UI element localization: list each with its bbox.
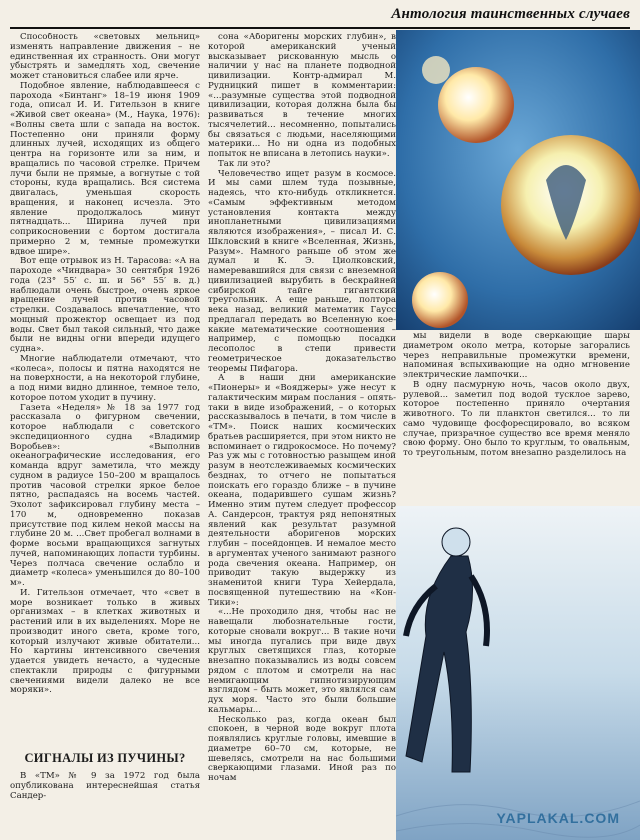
text-column-left-bottom <box>10 772 200 830</box>
glowing-sphere <box>422 56 450 84</box>
watermark: YAPLAKAL.COM <box>496 810 620 826</box>
glowing-sphere <box>438 67 514 143</box>
section-subheading: СИГНАЛЫ ИЗ ПУЧИНЫ? <box>24 751 186 765</box>
paragraph: И. Гительзон отмечает, что «свет в море возникает только в живых организмах – в клетках животных и растений или в их выделениях. Море не производит иного света, кроме того, который излучают живые обитатели... Но картины интенсивного свечения удается увидеть нечасто, а чудесные спектакли природы с фигурными свечениями видели далеко не все моряки». <box>10 587 200 696</box>
paragraph: Вот еще отрывок из Н. Тарасова: «А на пароходе «Чиндвара» 30 сентября 1926 года (23° 55′ с. ш. и 56° 55′ в. д.) наблюдали очень быстрое, очень яркое вращение лучей против часовой стрелки. Создавалось впечатление, что мощный прожектор освещает из под воды. Свет был такой сильный, что даже были не видны огни впереди идущего судна». <box>10 256 200 354</box>
paragraph: Человечество ищет разум в космосе. И мы сами шлем туда позывные, надеясь, что кто-нибудь откликнется. «Самым эффективным методом установления контакта между инопланетными цивилизациями являются изображения», – писал И. С. Шкловский в книге «Вселенная, Жизнь, Разум». Намного раньше об этом же думал и К. Э. Циолковский, намеревавшийся для связи с внеземной цивилизацией вырубить в бескрайней сибирской тайге гигантский треугольник. А еще раньше, полтора века назад, великий математик Гаусс предлагал передать во Вселенную кое-какие математические соотношения – например, с помощью посадки лесополос в степи привести геометрическое доказательство теоремы Пифагора. <box>208 168 396 374</box>
paragraph: «...Не проходило дня, чтобы нас не навещали любознательные гости, которые сновали вокруг... В такие ночи мы иногда пугались при виде двух круглых светящихся глаз, которые внезапно показывались из воды совсем рядом с плотом и смотрели на нас немигающим гипнотизирующим взглядом – быть может, это являлся сам дух моря. Часто это были большие кальмары... <box>208 607 396 715</box>
paragraph: сона «Аборигены морских глубин», в которой американский ученый высказывает рискованную мысль о наличии у нас на планете подводной цивилизации. Контр-адмирал М. Рудницкий пишет в комментарии: «...разумные существа этой подводной цивилизации, которая должна была бы развиваться в течение многих тысячелетий... несомненно, попытались бы связаться с людьми, населяющими материки... Но ни одна из подобных попыток не вписана в летопись науки». <box>208 33 396 159</box>
illustration-diver <box>396 506 640 840</box>
text-column-middle <box>208 33 396 829</box>
paragraph: Способность «световых мельниц» изменять направление движения – не единственная их странность. Они могут убыстрять и замедлять ход, свечение может становиться слабее или ярче. <box>10 33 200 81</box>
section-title: Антология таинственных случаев <box>391 6 630 22</box>
paragraph: Несколько раз, когда океан был спокоен, в черной воде вокруг плота появлялись круглые головы, имевшие в диаметре 60–70 см, которые, не шевелясь, смотрели на нас большими сверкающими глазами. Иной раз по ночам <box>208 714 396 783</box>
paragraph: А в наши дни американские «Пионеры» и «Вояджеры» уже несут к галактическим мирам послания – опять-таки в виде изображений, – о которых рассказывалось в печати, в том числе в «ТМ». Поиск наших космических братьев расширяется, при этом никто не вспоминает о гидрокосмосе. Но почему? Раз уж мы с готовностью разыщем иной разум в неотслеживаемых космических безднах, то отчего не попытаться поискать его гораздо ближе – в пучине океана, подарившего сушам жизнь? Именно этим путем следует профессор А. Сандерсон, трактуя ряд непонятных явлений как результат разумной деятельности аборигенов морских глубин – посейдонцев. И немалое место в аргументах ученого занимают разного рода свечения океана. Например, он приводит такую выдержку из знаменитой книги Тура Хейердала, посвященной путешествию на «Кон-Тики»: <box>208 373 396 608</box>
text-column-left <box>10 33 200 745</box>
paragraph: Многие наблюдатели отмечают, что «колеса», полосы и пятна находятся не на поверхности, а на некоторой глубине, а под ними видно длинное, темное тело, которое потом уходит в пучину. <box>10 353 200 403</box>
paragraph: В «ТМ» № 9 за 1972 год была опубликована интереснейшая статья Сандер- <box>10 772 200 801</box>
illustration-glowing-spheres <box>396 30 640 330</box>
text-column-right <box>403 332 630 502</box>
glowing-sphere <box>412 272 468 328</box>
page-header <box>0 0 640 30</box>
paragraph: мы видели в воде сверкающие шары диаметром около метра, которые загорались через неправильные промежутки времени, напоминая вспыхивающие на одно мгновение электрические лампочки... <box>403 332 630 380</box>
paragraph: В одну пасмурную ночь, часов около двух, рулевой... заметил под водой тусклое зарево, которое постепенно приняло очертания животного. То ли планктон светился... то ли само чудовище фосфоресцировало, во всяком случае, призрачное существо все время меняло свою форму. Оно было то круглым, то овальным, то треугольным, потом внезапно разделилось на <box>403 379 630 458</box>
paragraph: Подобное явление, наблюдавшееся с парохода «Бинтанг» 18–19 июня 1909 года, описал И. И. Гительзон в книге «Живой свет океана» (М., Наука, 1976): «Волны света шли с запада на восток. Постепенно они приняли форму длинных лучей, исходящих из общего центра на горизонте или за ним, и вращались по часовой стрелке. Причем лучи были не прямые, а вогнутые с той стороны, куда вращались. Вся система двигалась, уменьшая скорость вращения, и наконец исчезла. Это явление продолжалось минут пятнадцать... Ширина лучей при соприкосновении с бортом достигала примерно 2 м, темные промежутки вдвое шире». <box>10 80 200 257</box>
paragraph: Так ли это? <box>218 158 271 169</box>
paragraph: Газета «Неделя» № 18 за 1977 год рассказала о фигурном свечении, которое наблюдали с советского экспедиционного судна «Владимир Воробьев»: «Выполнив океанографические исследования, его команда вдруг заметила, что между судном в радиусе 150–200 м вращалось против часовой стрелки яркое белое пятно, распадаясь на восемь частей. Эхолот зафиксировал глубину места – 170 м, одновременно показав присутствие под килем некой массы на глубине 20 м. ...Свет пробегал волнами в форме восьми вращающихся загнутых лучей, напоминающих лопасти турбины. Через полчаса свечение ослабло и диаметр «колеса» уменьшился до 80–100 м». <box>10 402 200 588</box>
header-rule <box>10 27 630 29</box>
